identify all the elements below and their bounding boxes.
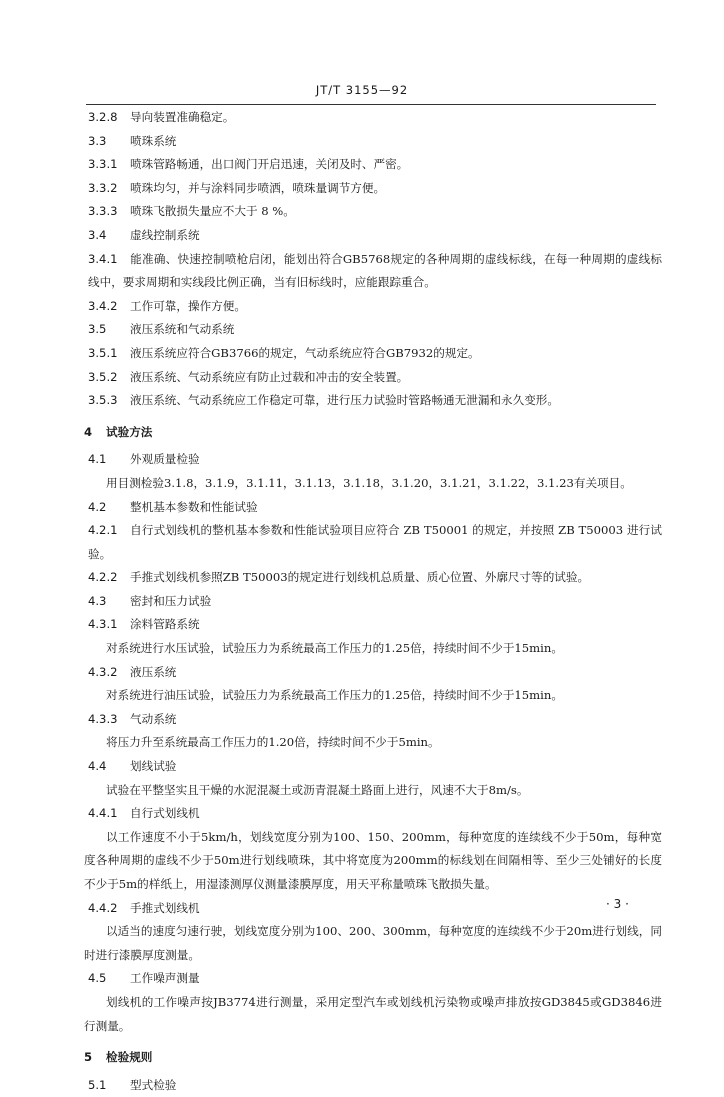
clause-number: 3.4 [88,227,107,242]
clause-number: 5.1 [88,1077,107,1092]
clause-3-3-1 [84,153,662,177]
clause-4-3-1 [84,613,662,637]
clause-4-4-2 [84,897,662,921]
section-4-3 [84,590,662,614]
clause-4-3-2 [84,661,662,685]
paragraph-text: 对系统进行油压试验，试验压力为系统最高工作压力的1.25倍，持续时间不少于15min。 [106,688,563,703]
clause-text: 导向装置准确稳定。 [130,110,235,124]
clause-text: 手推式划线机参照ZB T50003的规定进行划线机总质量、质心位置、外廓尺寸等的试验。 [130,570,590,585]
clause-4-3-3 [84,708,662,732]
paragraph-text: 用目测检验3.1.8，3.1.9，3.1.11，3.1.13，3.1.18，3.1.20，3.1.21，3.1.22，3.1.23有关项目。 [106,475,632,490]
clause-text: 能准确、快速控制喷枪启闭，能划出符合GB5768规定的各种周期的虚线标线，在每一种周期的虚线标线中，要求周期和实线段比例正确，当有旧标线时，应能跟踪重合。 [88,251,662,290]
clause-number: 4.3.1 [88,617,118,632]
clause-number: 3.3.3 [88,204,118,219]
chapter-number: 4 [84,424,93,439]
section-3-4 [84,224,662,248]
clause-text: 密封和压力试验 [130,593,212,608]
clause-4-2-2 [84,566,662,590]
paragraph-text: 试验在平整坚实且干燥的水泥混凝土或沥青混凝土路面上进行，风速不大于8m/s。 [106,782,529,797]
clause-number: 3.3.1 [88,157,118,172]
clause-number: 4.3.2 [88,664,118,679]
chapter-4-heading [84,421,662,445]
chapter-title: 试验方法 [106,424,153,439]
clause-number: 3.5.1 [88,345,118,360]
clause-text: 型式检验 [130,1077,177,1092]
clause-text: 液压系统、气动系统应工作稳定可靠，进行压力试验时管路畅通无泄漏和永久变形。 [130,393,559,408]
clause-3-4-1 [84,248,662,295]
section-4-5 [84,967,662,991]
clause-text: 涂料管路系统 [130,617,200,632]
clause-4-4-1 [84,802,662,826]
clause-text: 外观质量检验 [130,452,200,467]
clause-text: 整机基本参数和性能试验 [130,499,258,514]
paragraph-4-5 [84,991,662,1038]
clause-3-5-2 [84,366,662,390]
chapter-number: 5 [84,1050,93,1065]
paragraph-text: 以适当的速度匀速行驶，划线宽度分别为100、200、300mm，每种宽度的连续线不少于20m进行划线，同时进行漆膜厚度测量。 [84,924,662,962]
clause-number: 3.4.2 [88,298,118,313]
clause-text: 喷珠系统 [130,133,177,148]
clause-text: 喷珠飞散损失量应不大于 8 %。 [130,204,295,219]
paragraph-text: 以工作速度不小于5km/h，划线宽度分别为100、150、200mm，每种宽度的连续线不少于50m，每种宽度各种周期的虚线不少于50m进行划线喷珠，其中将宽度为200mm的标线划在间隔相等、至少三处铺好的长度不少于5m的样纸上，用湿漆测厚仪测量漆膜厚度，用天平称量喷珠飞散损失量。 [84,829,662,891]
clause-3-4-2 [84,295,662,319]
paragraph-4-4 [84,779,662,803]
clause-text: 喷珠管路畅通，出口阀门开启迅速，关闭及时、严密。 [130,157,409,172]
clause-3-5-1 [84,342,662,366]
clause-number: 4.3 [88,593,107,608]
clause-number: 3.5 [88,322,107,337]
clause-number: 4.2 [88,499,107,514]
header-rule [86,104,656,105]
clause-number: 4.4 [88,759,107,774]
paragraph-4-3-3 [84,731,662,755]
clause-number: 4.2.2 [88,570,118,585]
clause-text: 自行式划线机 [130,806,200,821]
clause-3-5-3 [84,389,662,413]
chapter-title: 检验规则 [106,1050,153,1065]
clause-number: 3.4.1 [88,251,118,266]
paragraph-4-4-1 [84,826,662,897]
section-5-1 [84,1074,662,1097]
paragraph-text: 对系统进行水压试验，试验压力为系统最高工作压力的1.25倍，持续时间不少于15min。 [106,641,563,656]
clause-number: 4.4.1 [88,806,118,821]
clause-text: 液压系统和气动系统 [130,322,235,337]
section-4-4 [84,755,662,779]
clause-text: 工作噪声测量 [130,971,200,986]
clause-3-2-8 [84,106,662,130]
clause-number: 3.5.2 [88,369,118,384]
clause-number: 3.3.2 [88,180,118,195]
paragraph-text: 划线机的工作噪声按JB3774进行测量，采用定型汽车或划线机污染物或噪声排放按GD3845或GD3846进行测量。 [84,994,662,1033]
clause-3-3-2 [84,177,662,201]
clause-text: 手推式划线机 [130,900,200,915]
paragraph-4-4-2 [84,920,662,967]
clause-number: 4.3.3 [88,711,118,726]
clause-4-2-1 [84,519,662,566]
page-number: · 3 · [606,897,629,911]
clause-number: 4.2.1 [88,523,118,538]
clause-number: 4.1 [88,452,107,467]
clause-number: 4.5 [88,971,107,986]
clause-number: 3.2.8 [88,110,118,124]
clause-text: 划线试验 [130,759,177,774]
clause-number: 3.5.3 [88,393,118,408]
clause-text: 气动系统 [130,711,177,726]
paragraph-4-3-2 [84,684,662,708]
clause-text: 工作可靠，操作方便。 [130,298,246,313]
section-4-1 [84,448,662,472]
clause-number: 4.4.2 [88,900,118,915]
clause-text: 液压系统应符合GB3766的规定，气动系统应符合GB7932的规定。 [130,345,480,360]
section-4-2 [84,496,662,520]
clause-3-3-3 [84,200,662,224]
document-body [84,106,662,1097]
chapter-5-heading [84,1046,662,1070]
section-3-3 [84,130,662,154]
paragraph-4-3-1 [84,637,662,661]
clause-text: 虚线控制系统 [130,227,200,242]
clause-number: 3.3 [88,133,107,148]
page-header: JT/T 3155—92 [315,83,409,97]
clause-text: 液压系统、气动系统应有防止过载和冲击的安全装置。 [130,369,409,384]
clause-text: 液压系统 [130,664,177,679]
clause-text: 自行式划线机的整机基本参数和性能试验项目应符合 ZB T50001 的规定，并按照 ZB T50003 进行试验。 [88,523,662,561]
paragraph-text: 将压力升至系统最高工作压力的1.20倍，持续时间不少于5min。 [106,735,440,750]
paragraph-4-1 [84,472,662,496]
section-3-5 [84,318,662,342]
clause-text: 喷珠均匀，并与涂料同步喷洒，喷珠量调节方便。 [130,180,386,195]
